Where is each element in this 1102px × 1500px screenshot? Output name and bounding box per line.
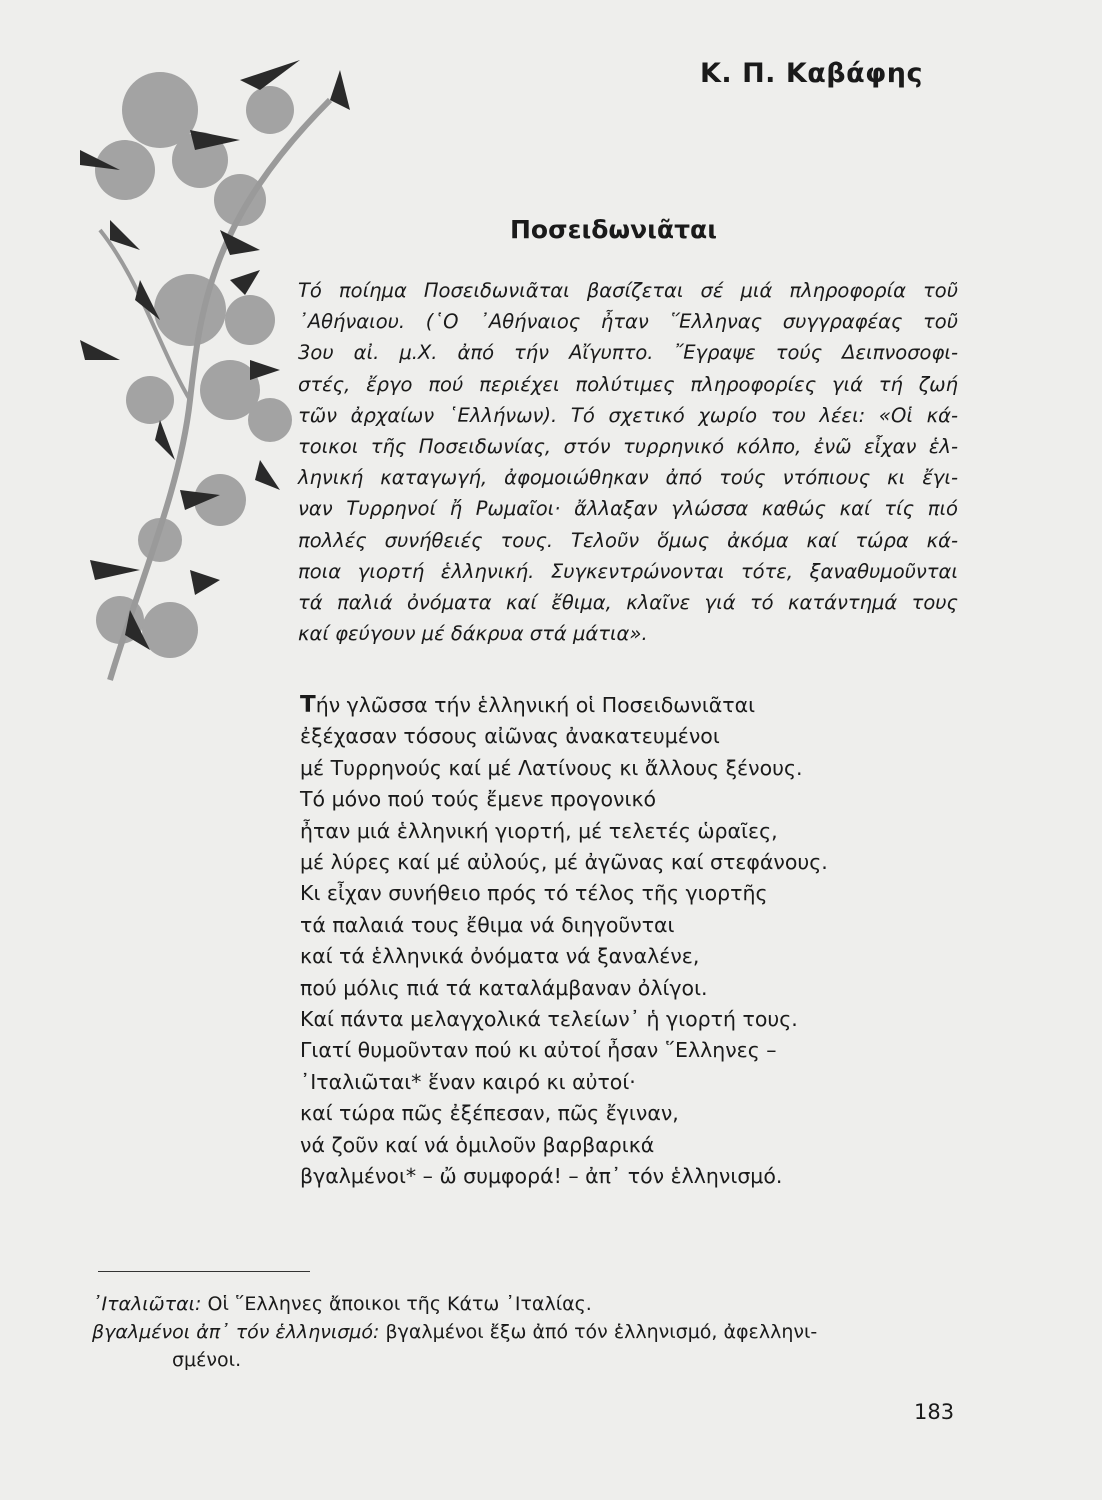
page-number: 183 [914, 1400, 955, 1424]
poem-line: πού μόλις πιά τά καταλάμβαναν ὀλίγοι. [300, 975, 708, 1000]
poem-line: μέ Τυρρηνούς καί μέ Λατίνους κι ἄλλους ξένους. [300, 755, 803, 780]
poem-line-text: ήν γλῶσσα τήν ἑλληνική οἱ Ποσειδωνιᾶται [315, 693, 756, 717]
intro-line: ᾿Αθήναιου. (῾Ο ᾿Αθήναιος ἦταν ῞Ελληνας συγγραφέας τοῦ [298, 310, 958, 334]
poem-line: μέ λύρες καί μέ αὐλούς, μέ ἀγῶνας καί στεφάνους. [300, 850, 828, 875]
poem-title: Ποσειδωνιᾶται [510, 215, 717, 244]
intro-line: τῶν ἀρχαίων ῾Ελλήνων). Τό σχετικό χωρίο του λέει: «Οἱ κά- [298, 403, 958, 427]
poem-line: ἦταν μιά ἑλληνική γιορτή, μέ τελετές ὡραῖες, [300, 818, 778, 843]
poem-line: καί τώρα πῶς ἐξέπεσαν, πῶς ἔγιναν, [300, 1101, 679, 1126]
footnotes [92, 1290, 817, 1374]
poem-line: ἐξέχασαν τόσους αἰῶνας ἀνακατευμένοι [300, 724, 720, 749]
footnote-term: ᾿Ιταλιῶται: [92, 1293, 202, 1315]
poem-line: Τό μόνο πού τούς ἔμενε προγονικό [300, 787, 657, 812]
poem-line: ᾿Ιταλιῶται* ἕναν καιρό κι αὐτοί· [300, 1069, 636, 1094]
intro-line: ποια γιορτή ἑλληνική. Συγκεντρώνονται τότε, ξαναθυμοῦνται [298, 559, 958, 583]
intro-line: ληνική καταγωγή, ἀφομοιώθηκαν ἀπό τούς ντόπιους κι ἔγι- [298, 466, 958, 490]
poem-line: Κι εἶχαν συνήθειο πρός τό τέλος τῆς γιορτῆς [300, 881, 768, 906]
footnote [92, 1290, 817, 1318]
poem-body [300, 690, 828, 1193]
poem-line: βγαλμένοι* – ὤ συμφορά! – ἀπ᾿ τόν ἑλληνισμό. [300, 1164, 783, 1189]
footnote-text: Οἱ ῞Ελληνες ἄποικοι τῆς Κάτω ᾿Ιταλίας. [201, 1293, 592, 1315]
author-header: Κ. Π. Καβάφης [700, 58, 924, 89]
intro-line: 3ου αἰ. μ.Χ. ἀπό τήν Αἴγυπτο. ῎Εγραψε τούς Δειπνοσοφι- [298, 341, 958, 365]
footnote-divider [98, 1271, 310, 1272]
intro-line: καί φεύγουν μέ δάκρυα στά μάτια». [298, 622, 648, 646]
drop-cap: Τ [300, 692, 316, 718]
poem-line: Καί πάντα μελαγχολικά τελείων᾿ ἡ γιορτή τους. [300, 1007, 798, 1032]
footnote-continuation: σμένοι. [172, 1349, 242, 1371]
footnote-term: βγαλμένοι ἀπ᾿ τόν ἑλληνισμό: [92, 1321, 380, 1343]
poem-line: νά ζοῦν καί νά ὁμιλοῦν βαρβαρικά [300, 1132, 655, 1157]
intro-paragraph [298, 275, 958, 649]
intro-line: στές, ἔργο πού περιέχει πολύτιμες πληροφορίες γιά τή ζωή [298, 372, 958, 396]
intro-line: ναν Τυρρηνοί ἤ Ρωμαῖοι· ἄλλαξαν γλώσσα καθώς καί τίς πιό [298, 497, 958, 521]
intro-line: πολλές συνήθειές τους. Τελοῦν ὅμως ἀκόμα καί τώρα κά- [298, 528, 958, 552]
poem-line: καί τά ἑλληνικά ὀνόματα νά ξαναλένε, [300, 944, 700, 969]
footnote-text: βγαλμένοι ἔξω ἀπό τόν ἑλληνισμό, ἀφελληνι- [379, 1321, 818, 1343]
poem-line: τά παλαιά τους ἔθιμα νά διηγοῦνται [300, 912, 675, 937]
intro-line: τοικοι τῆς Ποσειδωνίας, στόν τυρρηνικό κόλπο, ἐνῶ εἶχαν ἑλ- [298, 435, 958, 459]
poem-line: Γιατί θυμοῦνταν πού κι αὐτοί ἦσαν ῞Ελληνες – [300, 1038, 777, 1063]
intro-line: τά παλιά ὀνόματα καί ἔθιμα, κλαῖνε γιά τό κατάντημά τους [298, 591, 958, 615]
poem-line [300, 690, 828, 721]
footnote [92, 1318, 817, 1346]
intro-line: Τό ποίημα Ποσειδωνιᾶται βασίζεται σέ μιά πληροφορία τοῦ [298, 279, 958, 302]
